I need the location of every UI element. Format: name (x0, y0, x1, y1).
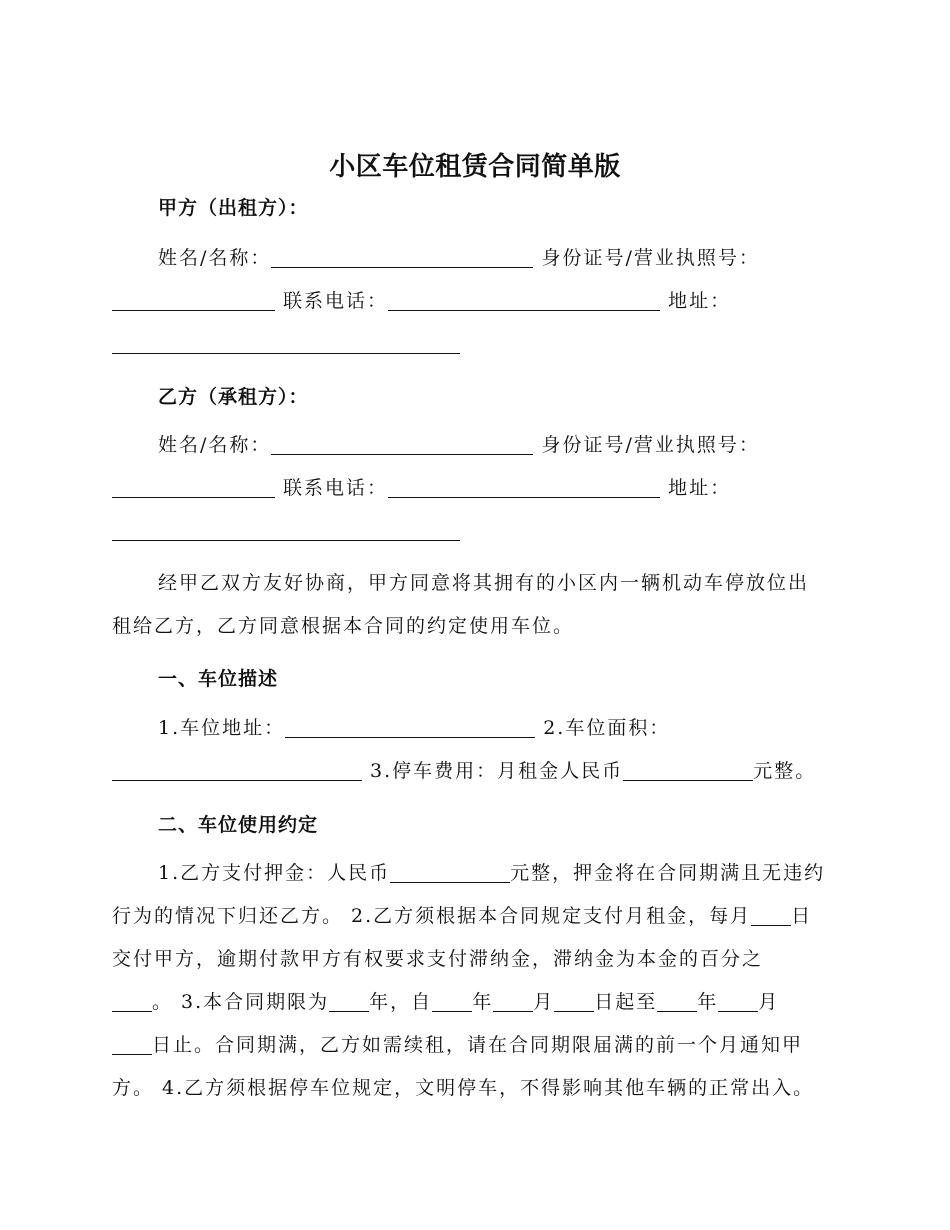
section-2-heading: 二、车位使用约定 (158, 814, 319, 836)
end-month-text: 月 (758, 991, 780, 1013)
start-month-blank (493, 991, 533, 1012)
party-b-address-label: 地址： (668, 477, 732, 499)
section-2-line-6: 方。 4.乙方须根据停车位规定，文明停车，不得影响其他车辆的正常出入。 (112, 1077, 815, 1099)
party-a-line-1 (158, 243, 838, 273)
party-b-name-label: 姓名/名称： (158, 434, 272, 456)
start-year-text: 年 (472, 991, 494, 1013)
monthly-rent-blank (623, 760, 753, 781)
start-day-blank (554, 991, 594, 1012)
party-a-name-blank (271, 247, 533, 268)
party-a-id-label: 身份证号/营业执照号： (541, 247, 760, 269)
section-2-line-5 (112, 1030, 838, 1060)
end-year-text: 年 (697, 991, 719, 1013)
party-b-name-blank (271, 434, 533, 455)
party-a-line-3 (112, 329, 838, 359)
party-b-heading: 乙方（承租方）： (158, 386, 309, 408)
rent-text: 行为的情况下归还乙方。 2.乙方须根据本合同规定支付月租金，每月 (112, 905, 752, 927)
rent-day-blank (751, 905, 791, 926)
parking-fee-suffix: 元整。 (753, 760, 817, 782)
deposit-label: 1.乙方支付押金：人民币 (158, 862, 391, 884)
party-b-phone-label: 联系电话： (283, 477, 389, 499)
end-month-blank (718, 991, 758, 1012)
intro-line-2: 租给乙方，乙方同意根据本合同的约定使用车位。 (112, 615, 575, 637)
party-b-line-2 (112, 473, 838, 503)
end-year-blank (657, 991, 697, 1012)
end-day-blank (112, 1034, 152, 1055)
party-a-address-label: 地址： (668, 290, 732, 312)
party-b-line-3 (112, 516, 838, 546)
party-b-address-blank (112, 520, 460, 541)
rent-day-suffix: 日 (791, 905, 813, 927)
party-a-heading: 甲方（出租方）： (158, 197, 309, 219)
party-b-id-label: 身份证号/营业执照号： (541, 434, 760, 456)
party-a-phone-blank (388, 290, 660, 311)
term-from-text: 年，自 (369, 991, 433, 1013)
section-1-line-2 (112, 756, 838, 786)
section-2-line-2 (112, 901, 838, 931)
start-year-blank (432, 991, 472, 1012)
term-years-blank (329, 991, 369, 1012)
party-a-phone-label: 联系电话： (283, 290, 389, 312)
deposit-text: 元整，押金将在合同期满且无违约 (510, 862, 826, 884)
deposit-blank (390, 862, 510, 883)
parking-area-label: 2.车位面积： (543, 717, 671, 739)
start-day-text: 日起至 (594, 991, 658, 1013)
party-b-phone-blank (388, 477, 660, 498)
start-month-text: 月 (533, 991, 555, 1013)
party-a-name-label: 姓名/名称： (158, 247, 272, 269)
parking-address-label: 1.车位地址： (158, 717, 286, 739)
section-1-heading: 一、车位描述 (158, 668, 279, 690)
term-label: 。 3.本合同期限为 (152, 991, 330, 1013)
party-b-line-1 (158, 430, 838, 460)
intro-line-1: 经甲乙双方友好协商，甲方同意将其拥有的小区内一辆机动车停放位出 (158, 572, 810, 594)
party-b-id-blank (112, 477, 275, 498)
party-a-address-blank (112, 333, 460, 354)
section-2-line-3: 交付甲方，逾期付款甲方有权要求支付滞纳金，滞纳金为本金的百分之 (112, 948, 764, 970)
parking-area-blank (112, 760, 362, 781)
parking-fee-label: 3.停车费用：月租金人民币 (370, 760, 624, 782)
late-fee-percent-blank (112, 991, 152, 1012)
parking-address-blank (285, 717, 535, 738)
section-2-line-4 (112, 987, 838, 1017)
party-a-id-blank (112, 290, 275, 311)
party-a-line-2 (112, 286, 838, 316)
renewal-text: 日止。合同期满，乙方如需续租，请在合同期限届满的前一个月通知甲 (152, 1034, 804, 1056)
section-2-line-1 (158, 858, 838, 888)
section-1-line-1 (158, 713, 838, 743)
document-title: 小区车位租赁合同简单版 (329, 152, 621, 182)
